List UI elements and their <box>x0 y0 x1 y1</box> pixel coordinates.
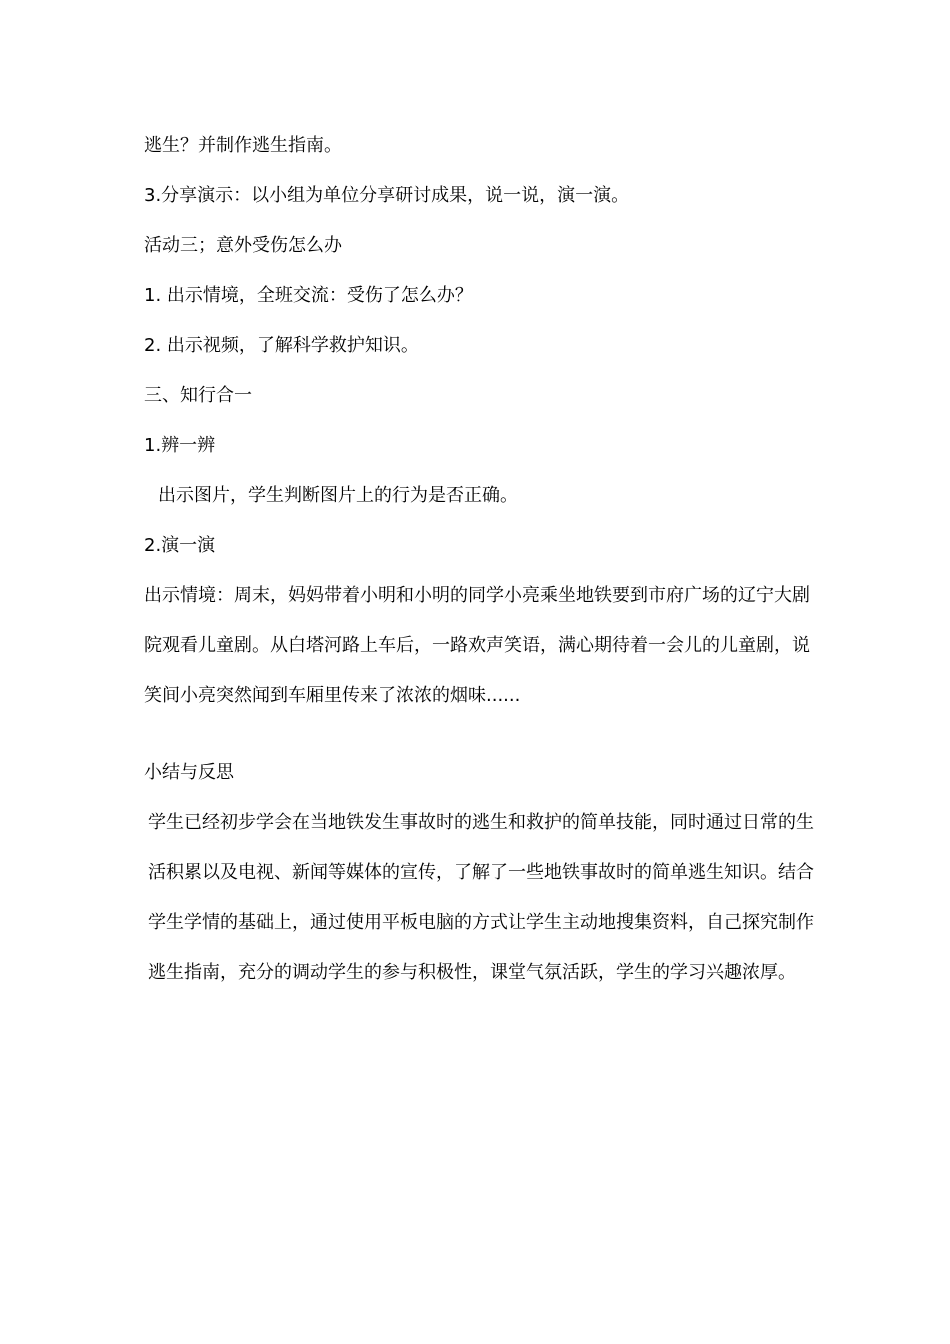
section-heading: 三、知行合一 <box>144 385 252 406</box>
summary-paragraph: 学生已经初步学会在当地铁发生事故时的逃生和救护的简单技能，同时通过日常的生活积累以及电视、新闻等媒体的宣传，了解了一些地铁事故时的简单逃生知识。结合学生学情的基础上，通过使用平板电脑的方式让学生主动地搜集资料，自己探究制作逃生指南，充分的调动学生的参与积极性，课堂气氛活跃，学生的学习兴趣浓厚。 <box>148 812 814 983</box>
subsection-heading: 2.演一演 <box>144 535 216 556</box>
document-body <box>144 134 824 998</box>
text-line: 2. 出示视频，了解科学救护知识。 <box>144 335 419 356</box>
text-line: 逃生？并制作逃生指南。 <box>144 135 342 156</box>
scenario-paragraph: 出示情境：周末，妈妈带着小明和小明的同学小亮乘坐地铁要到市府广场的辽宁大剧院观看儿童剧。从白塔河路上车后，一路欢声笑语，满心期待着一会儿的儿童剧，说笑间小亮突然闻到车厢里传来了浓浓的烟味...... <box>144 585 810 706</box>
summary-heading: 小结与反思 <box>144 762 234 783</box>
text-line: 3.分享演示：以小组为单位分享研讨成果，说一说，演一演。 <box>144 185 630 206</box>
activity-heading: 活动三；意外受伤怎么办 <box>144 235 342 256</box>
text-line: 出示图片，学生判断图片上的行为是否正确。 <box>158 485 518 506</box>
text-line: 1. 出示情境，全班交流：受伤了怎么办？ <box>144 285 473 306</box>
subsection-heading: 1.辨一辨 <box>144 435 216 456</box>
